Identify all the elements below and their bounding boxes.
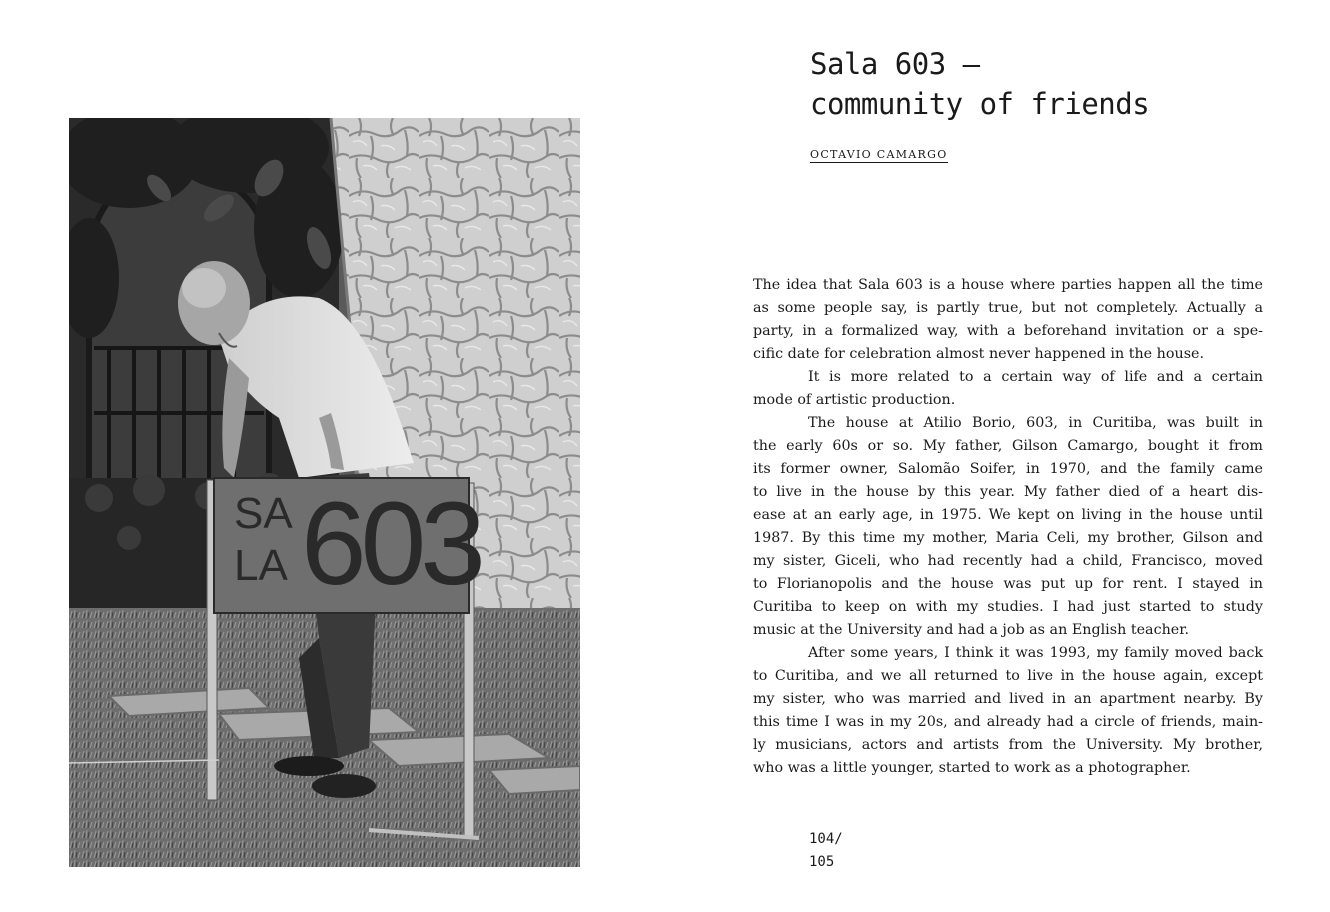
article-title-line-2: community of friends [810,87,1150,121]
page-number [809,828,843,874]
body-line: my sister, Giceli, who had recently had a child, Francisco, moved [753,553,1263,569]
body-line: The house at Atilio Borio, 603, in Curitiba, was built in [808,415,1263,431]
body-line: its former owner, Salomão Soifer, in 1970, and the family came [753,461,1263,477]
body-line: this time I was in my 20s, and already had a circle of friends, main- [753,714,1263,730]
body-line: It is more related to a certain way of life and a certain [808,369,1263,385]
author-byline: OCTAVIO CAMARGO [810,148,948,161]
photograph-man-with-sign [69,118,580,867]
body-line: music at the University and had a job as an English teacher. [753,622,1190,638]
svg-text:SA: SA [234,489,293,538]
body-line: ly musicians, actors and artists from the University. My brother, [753,737,1263,753]
body-line: The idea that Sala 603 is a house where parties happen all the time [753,277,1263,293]
svg-text:603: 603 [301,478,480,610]
body-line: my sister, who was married and lived in an apartment nearby. By [753,691,1263,707]
body-line: After some years, I think it was 1993, my family moved back [808,645,1263,661]
body-line: Curitiba to keep on with my studies. I had just started to study [753,599,1263,615]
body-line: mode of artistic production. [753,392,956,408]
body-line: to Florianopolis and the house was put up for rent. I stayed in [753,576,1263,592]
body-line: party, in a formalized way, with a beforehand invitation or a spe- [753,323,1263,339]
article-body [753,274,1263,780]
body-line: who was a little younger, started to work as a photographer. [753,760,1191,776]
body-line: the early 60s or so. My father, Gilson Camargo, bought it from [753,438,1263,454]
body-line: as some people say, is partly true, but not completely. Actually a [753,300,1263,316]
page-number-right: 105 [809,854,835,870]
body-line: 1987. By this time my mother, Maria Celi, my brother, Gilson and [753,530,1263,546]
page-number-left: 104/ [809,831,843,847]
article-title-line-1: Sala 603 – [810,47,980,81]
body-line: cific date for celebration almost never happened in the house. [753,346,1205,362]
body-line: ease at an early age, in 1975. We kept on living in the house until [753,507,1263,523]
svg-text:LA: LA [234,541,288,590]
body-line: to live in the house by this year. My father died of a heart dis- [753,484,1263,500]
article-title [810,44,1149,124]
body-line: to Curitiba, and we all returned to live in the house again, except [753,668,1263,684]
